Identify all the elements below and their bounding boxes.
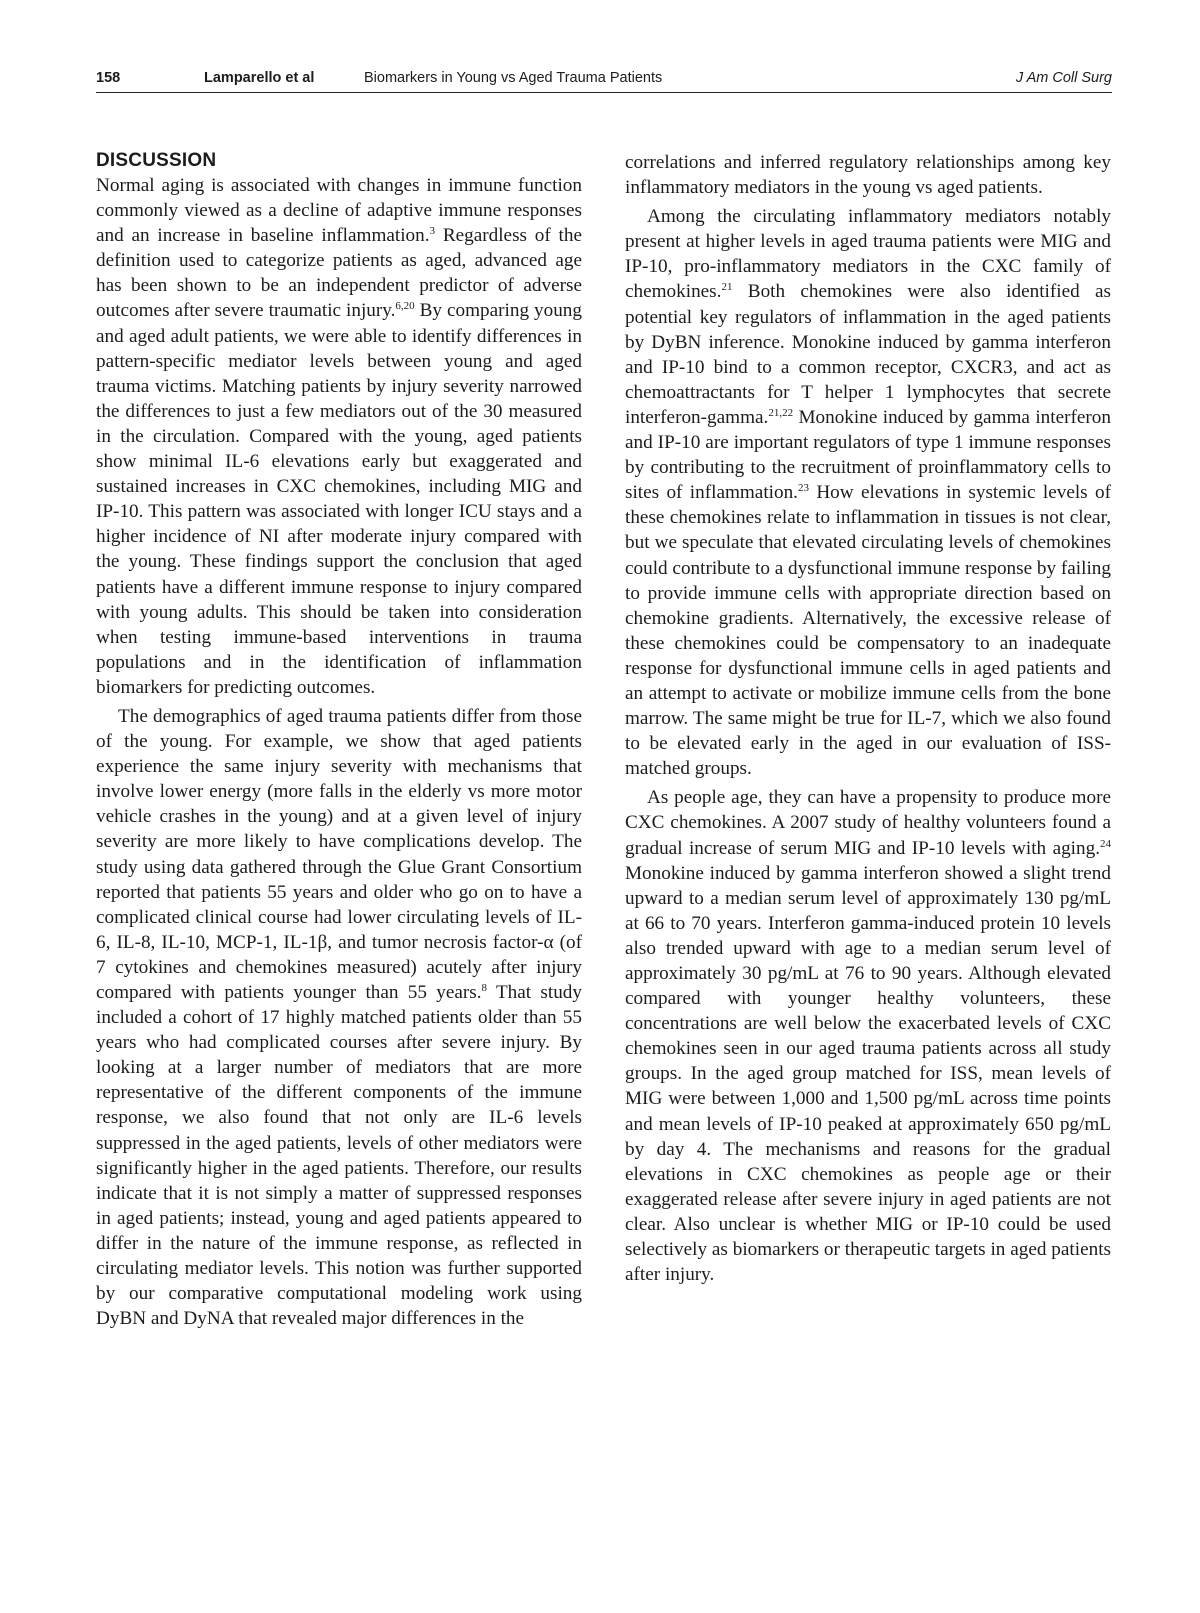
paragraph [96,704,582,1331]
paragraph [625,150,1111,200]
paragraph [96,173,582,700]
section-heading-discussion: DISCUSSION [96,150,217,171]
paragraph-text: By comparing young and aged adult patients, we were able to identify differences in pattern-specific mediator levels between young and aged trauma victims. Matching patients by injury severity narrowed the differences to just a few mediators out of the 30 measured in the circulation. Compared with the young, aged patients show minimal IL-6 elevations early but exaggerated and sustained increases in CXC chemokines, including MIG and IP-10. This pattern was associated with longer ICU stays and a higher incidence of NI after moderate injury compared with the young. These findings support the conclusion that aged patients have a different immune response to injury compared with young adults. This should be taken into consideration when testing immune-based interventions in trauma populations and in the identification of inflammation biomarkers for predicting outcomes. [96,300,582,698]
running-authors: Lamparello et al [204,70,315,86]
citation: 21 [721,281,733,294]
running-title: Biomarkers in Young vs Aged Trauma Patients [364,70,663,86]
paragraph-text: correlations and inferred regulatory relationships among key inflammatory mediators in the young vs aged patients. [625,152,1111,199]
paragraph-text: Both chemokines were also identified as potential key regulators of inflammation in the aged patients by DyBN inference. Monokine induced by gamma interferon and IP-10 bind to a common receptor, CXCR3, and act as chemoattractants for T helper 1 lymphocytes that secrete interferon-gamma. [625,281,1111,428]
citation: 23 [797,482,809,495]
paragraph-text: How elevations in systemic levels of these chemokines relate to inflammation in tissues is not clear, but we speculate that elevated circulating levels of chemokines could contribute to a dysfunctional immune response by failing to provide immune cells with appropriate direction based on chemokine gradients. Alternatively, the excessive release of these chemokines could be compensatory to an inadequate response for dysfunctional immune cells in aged patients and an attempt to activate or mobilize immune cells from the bone marrow. The same might be true for IL-7, which we also found to be elevated early in the aged in our evaluation of ISS-matched groups. [625,482,1111,780]
paragraph-text: That study included a cohort of 17 highly matched patients older than 55 years who had complicated courses after severe injury. By looking at a larger number of mediators that are more representative of the different components of the immune response, we also found that not only are IL-6 levels suppressed in the aged patients, levels of other mediators were significantly higher in the aged patients. Therefore, our results indicate that it is not simply a matter of suppressed responses in aged patients; instead, young and aged patients appeared to differ in the nature of the immune response, as reflected in circulating mediator levels. This notion was further supported by our comparative computational modeling work using DyBN and DyNA that revealed major differences in the [96,982,582,1330]
left-column [96,148,582,1331]
paragraph-text: Normal aging is associated with changes in immune function commonly viewed as a decline of adaptive immune responses and an increase in baseline inflammation. [96,175,582,247]
citation: 21,22 [768,406,794,419]
page-number: 158 [96,70,121,86]
journal-name: J Am Coll Surg [1015,70,1112,86]
paragraph [625,204,1111,781]
citation: 3 [429,225,436,238]
citation: 8 [481,982,488,994]
paragraph-text: Among the circulating inflammatory mediators notably present at higher levels in aged trauma patients were MIG and IP-10, pro-inflammatory mediators in the CXC family of chemokines. [625,206,1111,303]
citation: 6,20 [395,300,415,313]
running-header [96,68,1112,93]
paragraph-text: The demographics of aged trauma patients differ from those of the young. For example, we show that aged patients experience the same injury severity with mechanisms that involve lower energy (more falls in the elderly vs more motor vehicle crashes in the young) and at a given level of injury severity are more likely to have complications develop. The study using data gathered through the Glue Grant Consortium reported that patients 55 years and older who go on to have a complicated clinical course had lower circulating levels of IL-6, IL-8, IL-10, MCP-1, IL-1β, and tumor necrosis factor-α (of 7 cytokines and chemokines measured) acutely after injury compared with patients younger than 55 years. [96,705,582,1003]
paragraph [625,785,1111,1287]
paragraph-text: As people age, they can have a propensity to produce more CXC chemokines. A 2007 study of healthy volunteers found a gradual increase of serum MIG and IP-10 levels with aging. [625,787,1111,859]
paragraph-text: Monokine induced by gamma interferon and IP-10 are important regulators of type 1 immune responses by contributing to the recruitment of proinflammatory cells to sites of inflammation. [625,406,1111,504]
right-column [625,150,1111,1287]
citation: 24 [1100,837,1111,850]
paragraph-text: Monokine induced by gamma interferon showed a slight trend upward to a median serum level of approximately 130 pg/mL at 66 to 70 years. Interferon gamma-induced protein 10 levels also trended upward with age to a median serum level of approximately 30 pg/mL at 76 to 90 years. Although elevated compared with younger healthy volunteers, these concentrations are well below the exacerbated levels of CXC chemokines seen in our aged trauma patients across all study groups. In the aged group matched for ISS, mean levels of MIG were between 1,000 and 1,500 pg/mL across time points and mean levels of IP-10 peaked at approximately 650 pg/mL by day 4. The mechanisms and reasons for the gradual elevations in CXC chemokines as people age or their exaggerated release after severe injury in aged patients are not clear. Also unclear is whether MIG or IP-10 could be used selectively as biomarkers or therapeutic targets in aged patients after injury. [625,862,1111,1286]
paragraph-text: Regardless of the definition used to categorize patients as aged, advanced age has been shown to be an independent predictor of adverse outcomes after severe traumatic injury. [96,225,582,322]
